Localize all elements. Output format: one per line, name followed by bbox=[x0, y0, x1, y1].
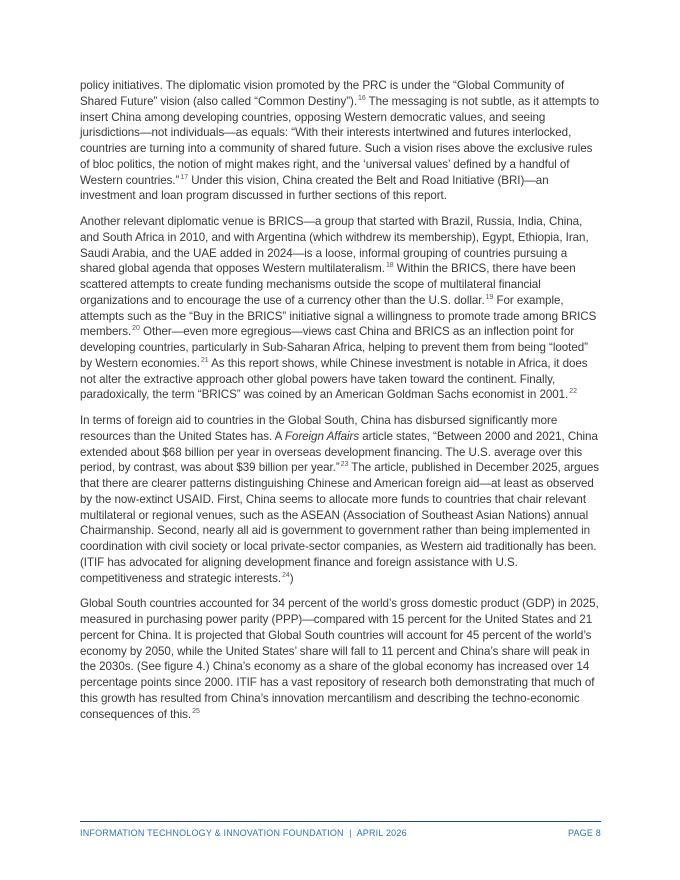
footer-divider bbox=[80, 821, 601, 822]
text-run: The messaging is not subtle, as it attempts to insert China among developing countries, opposing Western democratic values, and seeing jurisdictions—not individuals—as equals: “With their interests intertwined and futures interlocked, countries are turning into a community of shared future. Such a vision rises above the exclusive rules of bloc politics, the notion of might makes right, and the ‘universal values’ defined by a handful of Western countries.” bbox=[80, 94, 599, 187]
footnote-ref: 17 bbox=[180, 173, 189, 181]
footnote-ref: 25 bbox=[192, 707, 200, 715]
paragraph-global-community bbox=[80, 78, 601, 204]
footnote-ref: 22 bbox=[569, 388, 577, 396]
text-run: policy initiatives. The diplomatic vision promoted by the PRC is under the “Global Community of Shared Future” vision (also called “Common Destiny”). bbox=[80, 79, 565, 108]
footnote-ref: 20 bbox=[132, 325, 140, 333]
text-run: In terms of foreign aid to countries in the Global South, China has disbursed significantly more resources than the United States has. A bbox=[80, 414, 558, 443]
text-run: ) bbox=[289, 571, 294, 585]
footnote-ref: 18 bbox=[385, 262, 394, 270]
page-footer bbox=[80, 828, 601, 838]
footer-organization: INFORMATION TECHNOLOGY & INNOVATION FOUNDATION bbox=[80, 828, 344, 838]
paragraph-global-south-gdp bbox=[80, 596, 601, 722]
footnote-ref: 24 bbox=[282, 571, 290, 579]
footer-date: APRIL 2026 bbox=[356, 828, 407, 838]
text-run: Another relevant diplomatic venue is BRICS—a group that started with Brazil, Russia, India, China, and South Africa in 2010, and with Argentina (which withdrew its membership), Egypt, Ethiopia, Iran, Saudi Arabia, and the UAE added in 2024—is a loose, informal grouping of countries pursuing a shared global agenda that opposes Western multilateralism. bbox=[80, 215, 589, 276]
publication-title: Foreign Affairs bbox=[284, 429, 360, 443]
text-run: Under this vision, China created the Belt and Road Initiative (BRI)—an investment and loan program discussed in further sections of this report. bbox=[80, 173, 549, 203]
footer-publisher bbox=[80, 828, 407, 838]
footnote-ref: 19 bbox=[485, 293, 494, 301]
footnote-ref: 21 bbox=[200, 356, 209, 364]
paragraph-foreign-aid bbox=[80, 413, 601, 586]
footer-separator: | bbox=[349, 828, 352, 838]
text-run: article states, “Between 2000 and 2021, China extended about $68 billion per year in overseas development financing. The U.S. average over this period, by contrast, was about $39 billion per year.” bbox=[80, 429, 598, 475]
text-run: As this report shows, while Chinese investment is notable in Africa, it does not alter the extractive approach other global powers have taken toward the continent. Finally, paradoxically, the term “BRICS” was coined by an American Goldman Sachs economist in 2001. bbox=[80, 356, 588, 402]
body-text bbox=[80, 78, 601, 732]
footnote-ref: 23 bbox=[340, 461, 349, 469]
paragraph-brics bbox=[80, 214, 601, 403]
footnote-ref: 16 bbox=[358, 94, 366, 102]
text-run: Within the BRICS, there have been scattered attempts to create funding mechanisms outside the scope of multilateral financial organizations and to encourage the use of a currency other than the U.S. dollar. bbox=[80, 262, 576, 307]
page-number: PAGE 8 bbox=[567, 828, 601, 838]
text-run: The article, published in December 2025, argues that there are clearer patterns distinguishing Chinese and American foreign aid—at least as observed by the now-extinct USAID. First, China seems to allocate more funds to countries that chair relevant multilateral or regional venues, such as the ASEAN (Association of Southeast Asian Nations) annual Chairmanship. Second, nearly all aid is government to government rather than being implemented in coordination with civil society or local private-sector companies, as Western aid traditionally has been. (ITIF has advocated for aligning development finance and foreign assistance with U.S. competitiveness and strategic interests. bbox=[80, 461, 600, 585]
text-run: For example, attempts such as the “Buy in the BRICS” initiative signal a willingness to promote trade among BRICS members. bbox=[80, 293, 597, 339]
text-run: Other—even more egregious—views cast China and BRICS as an inflection point for developing countries, particularly in Sub-Saharan Africa, helping to prevent them from being “looted” by Western economies. bbox=[80, 325, 588, 370]
text-run: Global South countries accounted for 34 percent of the world’s gross domestic product (GDP) in 2025, measured in purchasing power parity (PPP)—compared with 15 percent for the United States and 21 percent for China. It is projected that Global South countries will account for 45 percent of the world’s economy by 2050, while the United States’ share will fall to 11 percent and China’s share will peak in the 2030s. (See figure 4.) China’s economy as a share of the global economy has increased over 14 percentage points since 2000. ITIF has a vast repository of research both demonstrating that much of this growth has resulted from China’s innovation mercantilism and describing the techno-economic consequences of this. bbox=[80, 597, 599, 721]
